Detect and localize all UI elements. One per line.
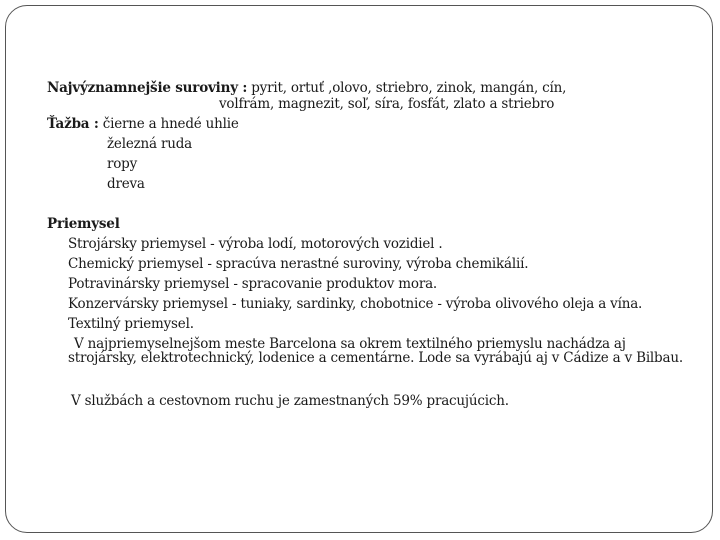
tazba-item: čierne a hnedé uhlie xyxy=(102,116,239,132)
tazba-line-1 xyxy=(47,114,239,134)
sluzby-text: V službách a cestovnom ruchu je zamestnaných 59% pracujúcich. xyxy=(71,393,509,409)
tazba-item: železná ruda xyxy=(107,136,192,152)
priemysel-item: Konzervársky priemysel - tuniaky, sardinky, chobotnice - výroba olivového oleja a vína. xyxy=(68,296,643,312)
priemysel-heading xyxy=(47,214,120,234)
tazba-item: dreva xyxy=(107,176,145,192)
priemysel-item: Textilný priemysel. xyxy=(68,316,194,332)
suroviny-text-2: volfrám, magnezit, soľ, síra, fosfát, zlato a striebro xyxy=(219,96,555,112)
barcelona-line-2: strojársky, elektrotechnický, lodenice a cementárne. Lode sa vyrábajú aj v Cádize a v Bilbau. xyxy=(68,350,683,366)
suroviny-text-1: pyrit, ortuť ,olovo, striebro, zinok, mangán, cín, xyxy=(251,80,567,96)
suroviny-label: Najvýznamnejšie suroviny : xyxy=(47,80,248,96)
priemysel-item: Potravinársky priemysel - spracovanie produktov mora. xyxy=(68,276,438,292)
tazba-item: ropy xyxy=(107,156,138,172)
priemysel-heading-text: Priemysel xyxy=(47,216,120,232)
barcelona-line-1: V najpriemyselnejšom meste Barcelona sa okrem textilného priemyslu nachádza aj xyxy=(74,336,626,352)
priemysel-item: Strojársky priemysel - výroba lodí, motorových vozidiel . xyxy=(68,236,443,252)
tazba-label: Ťažba : xyxy=(47,116,99,132)
priemysel-item: Chemický priemysel - spracúva nerastné suroviny, výroba chemikálií. xyxy=(68,256,529,272)
